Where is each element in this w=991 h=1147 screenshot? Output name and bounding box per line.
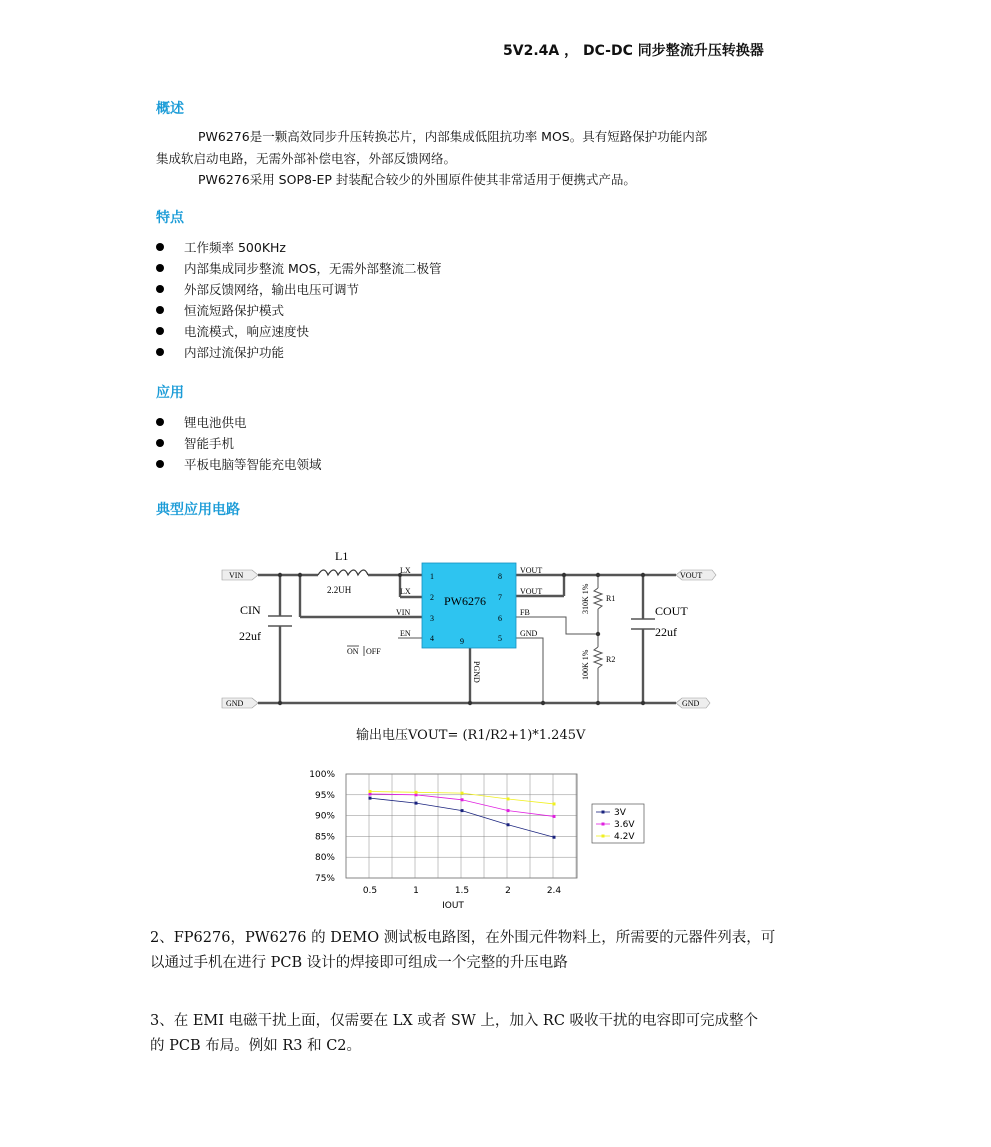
bullet-icon xyxy=(156,285,164,293)
overview-line-1: PW6276是一颗高效同步升压转换芯片，内部集成低阻抗功率 MOS。具有短路保护功能内部 xyxy=(198,129,708,144)
application-item: 平板电脑等智能充电领域 xyxy=(156,455,322,473)
off-label: OFF xyxy=(366,647,381,656)
pin-4-name: EN xyxy=(400,629,411,638)
circuit-schematic xyxy=(220,545,720,715)
pin-8-name: VOUT xyxy=(520,566,543,575)
pgnd-label: PGND xyxy=(472,661,481,683)
efficiency-chart xyxy=(300,762,650,912)
x-tick-label: 1 xyxy=(413,886,419,896)
data-point-3V xyxy=(369,797,372,800)
inductor-label: L1 xyxy=(335,549,349,563)
application-item: 锂电池供电 xyxy=(156,413,247,431)
y-tick-label: 100% xyxy=(309,770,335,780)
feature-item: 内部集成同步整流 MOS，无需外部整流二极管 xyxy=(156,259,442,277)
inductor-coil xyxy=(318,570,368,575)
note-2-line-2: 以通过手机在进行 PCB 设计的焊接即可组成一个完整的升压电路 xyxy=(150,955,568,971)
vin-label: VIN xyxy=(229,571,244,580)
note-3-line-2: 的 PCB 布局。例如 R3 和 C2。 xyxy=(150,1038,362,1054)
bullet-icon xyxy=(156,306,164,314)
applications-heading: 应用 xyxy=(156,385,184,401)
data-point-3.6V xyxy=(553,815,556,818)
pin-7-name: VOUT xyxy=(520,587,543,596)
r1-value: 310K 1% xyxy=(581,583,590,614)
pin-9-number: 9 xyxy=(460,637,464,646)
bullet-icon xyxy=(156,327,164,335)
x-tick-label: 0.5 xyxy=(362,886,378,896)
data-point-4.2V xyxy=(553,802,556,805)
x-axis-label: IOUT xyxy=(442,901,464,911)
y-tick-label: 85% xyxy=(314,832,335,843)
bullet-icon xyxy=(156,243,164,251)
feature-item: 电流模式，响应速度快 xyxy=(156,322,309,340)
gnd-label-left: GND xyxy=(226,699,244,708)
inductor-value: 2.2UH xyxy=(327,585,352,595)
bullet-icon xyxy=(156,418,164,426)
pin-5-number: 5 xyxy=(498,634,502,643)
r2-label: R2 xyxy=(606,655,616,664)
vout-label: VOUT xyxy=(680,571,703,580)
bullet-icon xyxy=(156,460,164,468)
legend-marker-4.2V xyxy=(602,835,605,838)
legend-marker-3.6V xyxy=(602,823,605,826)
r2-value: 100K 1% xyxy=(581,649,590,680)
chip-label: PW6276 xyxy=(444,594,486,608)
data-point-4.2V xyxy=(369,790,372,793)
cout-label: COUT xyxy=(655,604,688,618)
cin-label: CIN xyxy=(240,603,261,617)
legend-label-4.2V: 4.2V xyxy=(614,832,635,842)
data-point-3V xyxy=(553,836,556,839)
x-tick-label: 2.4 xyxy=(546,886,562,896)
pin-4-number: 4 xyxy=(430,634,434,643)
data-point-4.2V xyxy=(415,791,418,794)
legend-label-3.6V: 3.6V xyxy=(614,820,635,830)
y-tick-label: 75% xyxy=(314,874,335,884)
features-heading: 特点 xyxy=(156,210,184,226)
x-tick-label: 2 xyxy=(505,886,511,896)
feature-item: 恒流短路保护模式 xyxy=(156,301,284,319)
data-point-3V xyxy=(507,823,510,826)
pin-7-number: 7 xyxy=(498,593,502,602)
pin-5-name: GND xyxy=(520,629,538,638)
page-title: 5V2.4A ， DC-DC 同步整流升压转换器 xyxy=(503,43,764,59)
feature-item: 外部反馈网络，输出电压可调节 xyxy=(156,280,359,298)
overview-heading: 概述 xyxy=(156,101,184,117)
data-point-4.2V xyxy=(461,792,464,795)
overview-line-3: PW6276采用 SOP8-EP 封装配合较少的外围原件使其非常适用于便携式产品。 xyxy=(198,172,636,187)
y-tick-label: 95% xyxy=(314,790,335,801)
x-tick-label: 1.5 xyxy=(454,886,470,896)
overview-line-2: 集成软启动电路，无需外部补偿电容，外部反馈网络。 xyxy=(156,151,457,166)
cout-value: 22uf xyxy=(655,625,677,639)
legend-label-3V: 3V xyxy=(614,808,626,818)
pin-2-name: LX xyxy=(400,587,411,596)
pin-8-number: 8 xyxy=(498,572,502,581)
application-item: 智能手机 xyxy=(156,434,234,452)
pin-2-number: 2 xyxy=(430,593,434,602)
data-point-3.6V xyxy=(461,798,464,801)
bullet-icon xyxy=(156,264,164,272)
pin-1-number: 1 xyxy=(430,572,434,581)
data-point-4.2V xyxy=(507,797,510,800)
note-3 xyxy=(150,1009,758,1059)
note-3-line-1: 3、在 EMI 电磁干扰上面，仅需要在 LX 或者 SW 上，加入 RC 吸收干扰的电容即可完成整个 xyxy=(150,1013,759,1029)
plot-frame xyxy=(346,774,577,878)
circuit-heading: 典型应用电路 xyxy=(156,502,240,518)
y-tick-label: 80% xyxy=(314,853,335,864)
r1-label: R1 xyxy=(606,594,616,603)
data-point-3V xyxy=(415,802,418,805)
pin-3-number: 3 xyxy=(430,614,434,623)
feature-item: 工作频率 500KHz xyxy=(156,238,286,256)
cin-value: 22uf xyxy=(239,629,261,643)
gnd-label-right: GND xyxy=(682,699,700,708)
bullet-icon xyxy=(156,348,164,356)
note-2 xyxy=(150,926,775,976)
legend-marker-3V xyxy=(602,811,605,814)
feature-item: 内部过流保护功能 xyxy=(156,343,284,361)
pin-3-name: VIN xyxy=(396,608,411,617)
pin-1-name: LX xyxy=(400,566,411,575)
vout-formula: 输出电压VOUT= (R1/R2+1)*1.245V xyxy=(356,728,586,743)
note-2-line-1: 2、FP6276，PW6276 的 DEMO 测试板电路图，在外围元件物料上，所需要的元器件列表，可 xyxy=(150,930,776,946)
bullet-icon xyxy=(156,439,164,447)
data-point-3V xyxy=(461,809,464,812)
pin-6-name: FB xyxy=(520,608,530,617)
y-tick-label: 90% xyxy=(314,811,335,822)
data-point-3.6V xyxy=(507,809,510,812)
pin-6-number: 6 xyxy=(498,614,502,623)
on-label: ON xyxy=(347,647,359,656)
